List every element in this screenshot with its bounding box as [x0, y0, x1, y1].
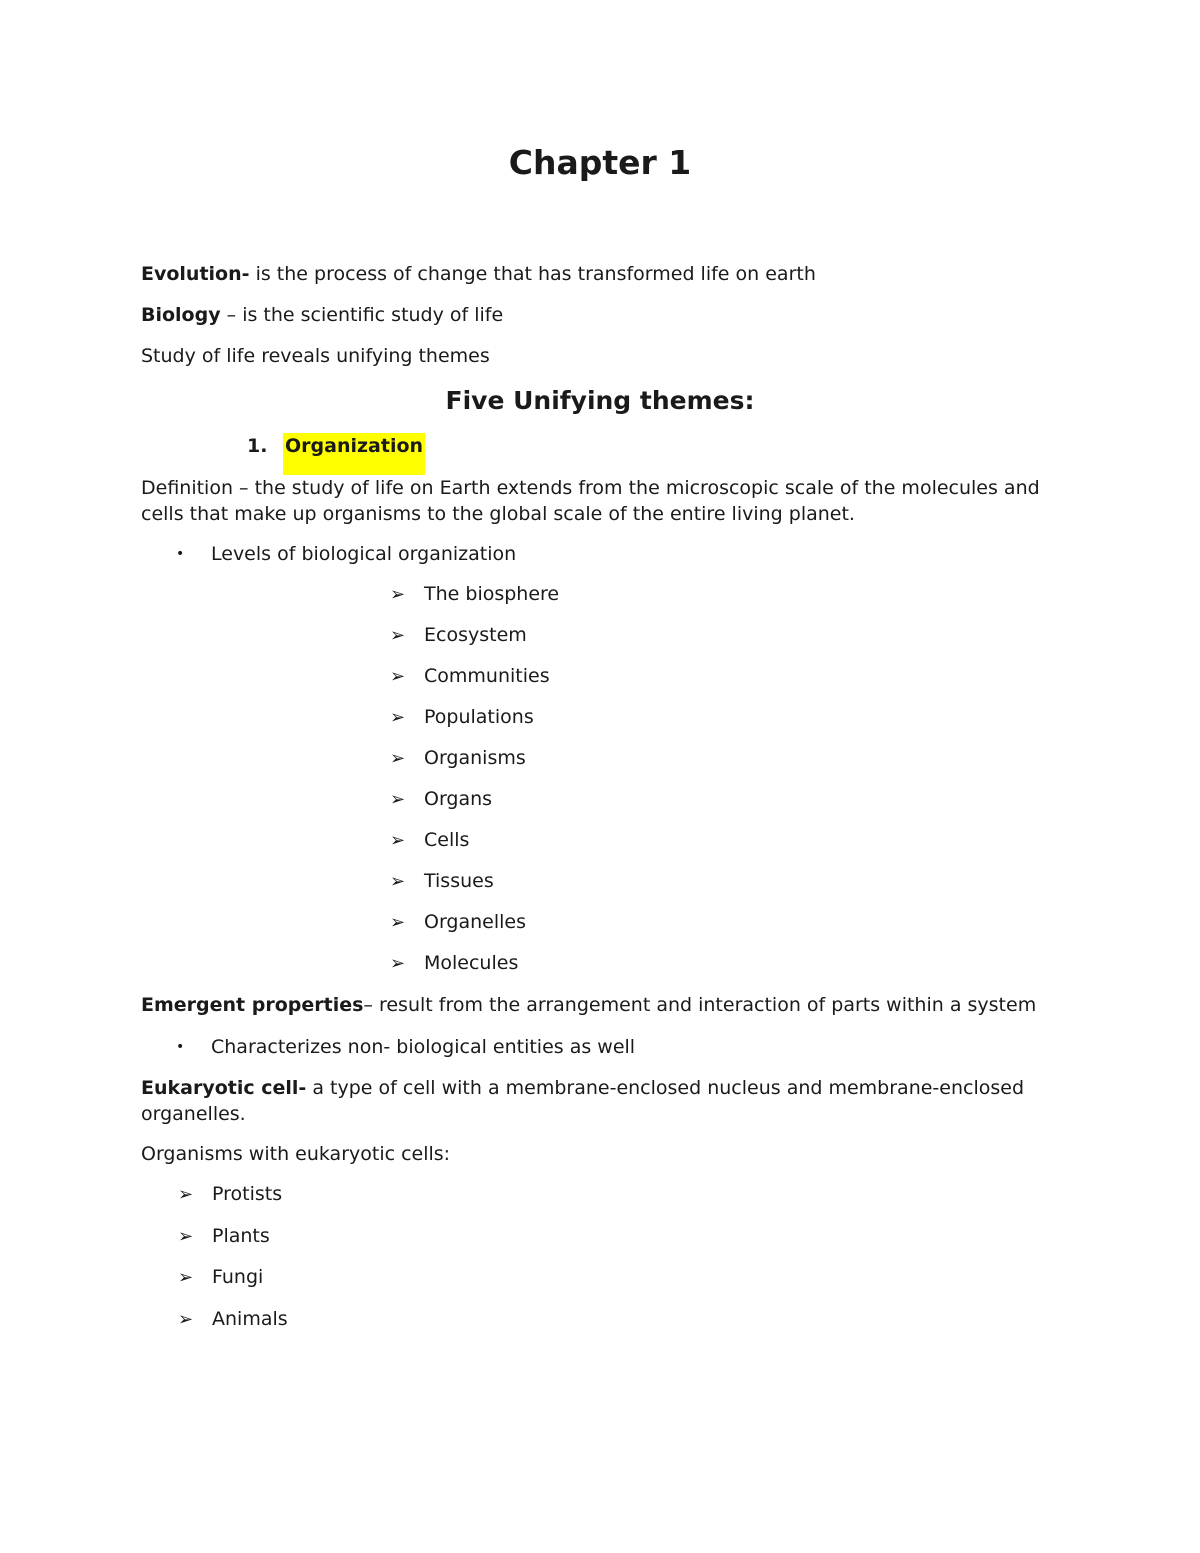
list-item: ➢ The biosphere	[390, 581, 559, 622]
list-item: ➢ Communities	[390, 663, 559, 704]
emergent-text: – result from the arrangement and interaction of parts within a system	[363, 994, 1037, 1016]
list-item: ➢ Cells	[390, 827, 559, 868]
evolution-term: Evolution-	[141, 263, 250, 285]
list-item: ➢ Plants	[178, 1223, 288, 1265]
list-item: ➢ Animals	[178, 1306, 288, 1348]
list-item: ➢ Fungi	[178, 1264, 288, 1306]
arrow-bullet-icon: ➢	[390, 625, 406, 646]
arrow-bullet-icon: ➢	[390, 871, 406, 892]
arrow-bullet-icon: ➢	[390, 789, 406, 810]
bullet-icon: •	[176, 546, 185, 562]
list-item: ➢ Tissues	[390, 868, 559, 909]
organization-definition: Definition – the study of life on Earth extends from the microscopic scale of the molecules and cells that make up organisms to the global scale of the entire living planet.	[141, 477, 1040, 525]
list-item: ➢ Populations	[390, 704, 559, 745]
theme-label-highlighted: Organization	[283, 433, 425, 475]
biology-term: Biology	[141, 304, 221, 326]
arrow-bullet-icon: ➢	[390, 830, 406, 851]
page-title: Chapter 1	[508, 143, 692, 182]
arrow-bullet-icon: ➢	[390, 953, 406, 974]
levels-bullet	[176, 541, 516, 567]
arrow-bullet-icon: ➢	[178, 1267, 194, 1288]
arrow-bullet-icon: ➢	[390, 707, 406, 728]
section-subtitle: Five Unifying themes:	[445, 386, 755, 415]
emergent-bullet-text: Characterizes non- biological entities as well	[211, 1036, 636, 1058]
levels-list	[390, 581, 559, 991]
levels-bullet-text: Levels of biological organization	[211, 543, 517, 565]
emergent-term: Emergent properties	[141, 994, 364, 1016]
biology-text: – is the scientific study of life	[220, 304, 504, 326]
eukaryotic-text: a type of cell with a membrane-enclosed nucleus and membrane-enclosed organelles.	[141, 1077, 1025, 1125]
emergent-bullet	[176, 1034, 635, 1060]
evolution-text: is the process of change that has transformed life on earth	[249, 263, 816, 285]
list-item: ➢ Protists	[178, 1181, 288, 1223]
emergent-definition	[141, 992, 1036, 1018]
arrow-bullet-icon: ➢	[178, 1308, 194, 1330]
eukaryotic-definition	[141, 1075, 1061, 1127]
study-line: Study of life reveals unifying themes	[141, 345, 490, 367]
bullet-icon: •	[176, 1039, 185, 1055]
evolution-definition	[141, 261, 816, 287]
list-item: ➢ Ecosystem	[390, 622, 559, 663]
arrow-bullet-icon: ➢	[390, 748, 406, 769]
list-item: ➢ Molecules	[390, 950, 559, 991]
list-item: ➢ Organelles	[390, 909, 559, 950]
arrow-bullet-icon: ➢	[178, 1225, 194, 1247]
list-item: ➢ Organs	[390, 786, 559, 827]
organisms-intro: Organisms with eukaryotic cells:	[141, 1143, 451, 1165]
organisms-list	[178, 1181, 288, 1347]
theme-number: 1.	[247, 435, 268, 457]
arrow-bullet-icon: ➢	[390, 912, 406, 933]
eukaryotic-term: Eukaryotic cell-	[141, 1077, 307, 1099]
arrow-bullet-icon: ➢	[390, 666, 406, 687]
arrow-bullet-icon: ➢	[390, 584, 406, 605]
theme-item-organization	[247, 432, 425, 460]
biology-definition	[141, 302, 503, 328]
list-item: ➢ Organisms	[390, 745, 559, 786]
arrow-bullet-icon: ➢	[178, 1184, 194, 1205]
